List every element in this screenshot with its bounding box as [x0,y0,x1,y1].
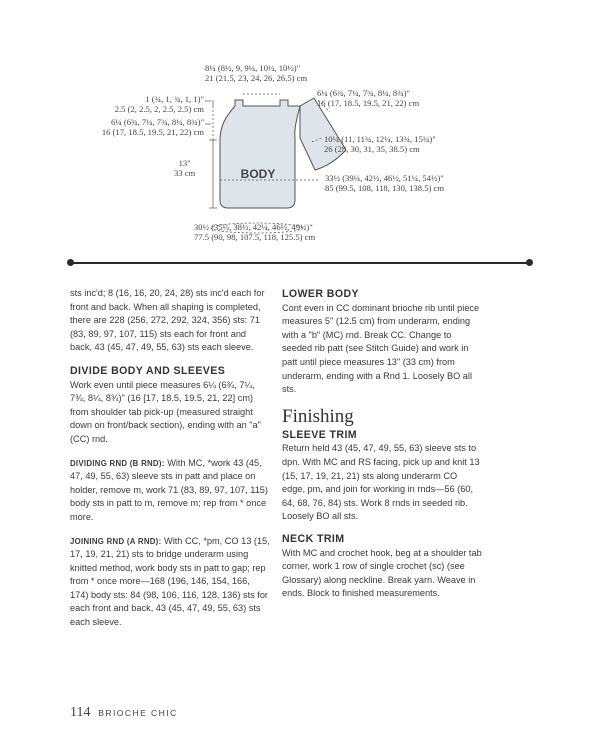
joining-rnd-text: With CC, *pm, CO 13 (15, 17, 19, 21, 21) sts to bridge underarm using knitted method, work body sts in patt to gap; rep from * once more—168 (196, 146, 154, 166, 174) body sts: 84 (98, 106, 116, 128, 136) sts for each front and back, 43 (45, 47, 49, 55, 63) sts each sleeve. [70,535,270,628]
page-number: 114 [70,705,91,720]
sleeve-trim-heading: SLEEVE TRIM [282,428,358,441]
dividing-rnd-label: DIVIDING RND (B RND): [70,458,165,468]
body-label: BODY [240,167,276,181]
dim-sleeve-width: 10¼ (11, 11¾, 12¼, 13¾, 15¼)" 26 (28, 30, 31, 35, 38.5) cm [324,134,436,154]
lower-body-heading: LOWER BODY [282,288,359,300]
divider-dot-right [526,259,533,266]
finishing-heading: Finishing [282,405,354,427]
joining-rnd-label: JOINING RND (A RND): [70,536,162,546]
joining-rnd-paragraph [70,535,270,630]
dim-body-length: 13" 33 cm [174,158,196,178]
page-footer [70,705,178,721]
dividing-rnd-paragraph [70,457,270,525]
dim-hem: 30½ (35½, 38½, 42¼, 46½, 49½)" 77.5 (90, 98, 107.5, 118, 125.5) cm [194,222,316,242]
dim-armhole-depth: 6¼ (6¾, 7¼, 7¾, 8¼, 8¾)" 16 (17, 18.5, 19.5, 21, 22) cm [101,117,204,137]
divider-dot-left [67,259,74,266]
dim-half-chest: 33½ (39¼, 42½, 46½, 51¼, 54½)" 85 (99.5, 108, 118, 130, 138.5) cm [325,173,445,193]
dim-tab-height: 1 (¾, 1, ¾, 1, 1)" 2.5 (2, 2.5, 2, 2.5, 2.5) cm [114,94,204,114]
lower-body-paragraph: Cont even in CC dominant brioche rib until piece measures 5" (12.5 cm) from underarm, ending with a "b" (MC) rnd. Break CC. Change to seeded rib patt (see Stitch Guide) and work in patt until piece measures 13" (33 cm) from underarm, ending with a Rnd 1. Loosely BO all sts. [282,302,480,395]
garment-schematic [0,0,600,250]
sleeve-trim-paragraph: Return held 43 (45, 47, 49, 55, 63) sleeve sts to dpn. With MC and RS facing, pick up and knit 13 (15, 17, 19, 21, 21) sts along underarm CO edge, pm, and join for working in rnds—56 (60, 64, 68, 76, 84) sts. Work 8 rnds in seeded rib. Loosely BO all sts. [282,443,480,522]
intro-paragraph: sts inc'd; 8 (16, 16, 20, 24, 28) sts inc'd each for front and back. When all shaping is completed, there are 228 (256, 272, 292, 324, 356) sts: 71 (83, 89, 97, 107, 115) sts each for front and back, 43 (45, 47, 49, 55, 63) sts each sleeve. [70,288,265,353]
section-divider [70,262,530,264]
right-column [282,288,482,601]
dim-top-width: 8¼ (8½, 9, 9¼, 10¼, 10½)" 21 (21.5, 23, 24, 26, 26.5) cm [205,63,308,83]
divide-heading: DIVIDE BODY AND SLEEVES [70,364,226,377]
dividing-rnd-text: With MC, *work 43 (45, 47, 49, 55, 63) sleeve sts in patt and place on holder, remove m, work 71 (83, 89, 97, 107, 115) body sts in patt to m, remove m; rep from * once more. [70,457,268,522]
neck-trim-paragraph: With MC and crochet hook, beg at a shoulder tab corner, work 1 row of single crochet (sc) (see Glossary) along neckline. Break yarn. Weave in ends. Block to finished measurements. [282,547,482,599]
neck-trim-heading: NECK TRIM [282,532,345,545]
dim-sleeve-top: 6¼ (6¾, 7¼, 7¾, 8¼, 8¾)" 16 (17, 18.5, 19.5, 21, 22) cm [317,88,420,108]
divide-paragraph: Work even until piece measures 6¼ (6¾, 7¼, 7¾, 8¼, 8¾)" (16 [17, 18.5, 19.5, 21, 22] cm) from shoulder tab pick-up (measured straight down on front/back section), ending with an "a" (CC) rnd. [70,379,261,444]
left-column [70,287,270,630]
body-outline [220,100,300,208]
book-title: BRIOCHE CHIC [98,708,178,718]
